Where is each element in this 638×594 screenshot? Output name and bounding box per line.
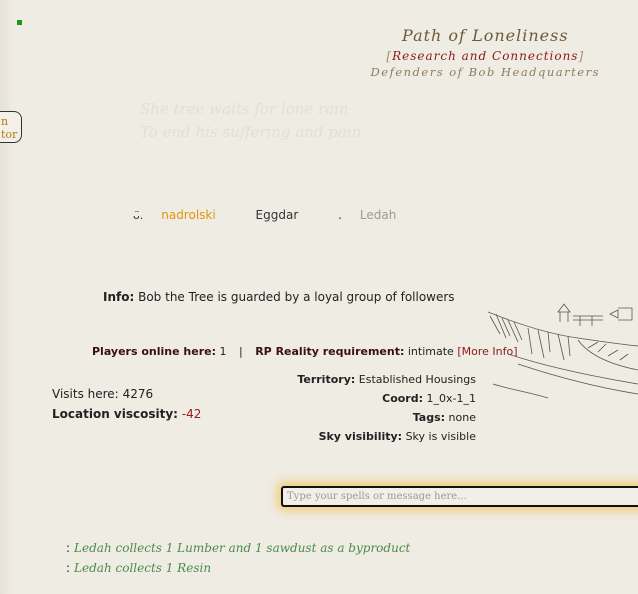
side-tab-line-2: tor bbox=[1, 128, 18, 141]
tags-row bbox=[297, 408, 476, 427]
coord-label: Coord: bbox=[382, 392, 424, 405]
log-entry bbox=[66, 538, 410, 558]
more-info-link[interactable]: [More Info] bbox=[457, 345, 518, 358]
occupant-name: nadrolski bbox=[161, 208, 216, 222]
occupant-ledah[interactable] bbox=[338, 208, 414, 222]
occupant-nadrolski[interactable] bbox=[133, 208, 234, 222]
subtitle-open-bracket: [ bbox=[386, 49, 393, 63]
territory-label: Territory: bbox=[297, 373, 356, 386]
location-info bbox=[103, 290, 455, 304]
sky-value: Sky is visible bbox=[405, 430, 476, 443]
location-header bbox=[371, 26, 600, 79]
rp-requirement-value: intimate bbox=[407, 345, 454, 358]
rp-requirement-label: RP Reality requirement: bbox=[255, 345, 405, 358]
subtitle-close-bracket: ] bbox=[578, 49, 585, 63]
event-log bbox=[66, 538, 410, 578]
landscape-sketch-image bbox=[488, 294, 638, 404]
location-organization: Defenders of Bob Headquarters bbox=[370, 65, 600, 79]
tags-label: Tags: bbox=[412, 411, 446, 424]
viscosity-label: Location viscosity: bbox=[52, 407, 178, 421]
occupant-status-mark: ᴗ̈. bbox=[133, 209, 144, 222]
location-subtitle-text: Research and Connections bbox=[392, 49, 579, 63]
territory-row bbox=[297, 370, 476, 389]
viscosity-row bbox=[52, 404, 201, 424]
faded-line-2: To end his suffering and pain bbox=[140, 123, 362, 141]
log-entry-prefix: : bbox=[66, 541, 71, 555]
sky-row bbox=[297, 427, 476, 446]
page-left-edge bbox=[0, 0, 14, 594]
faded-line-1: She tree waits for lone rain bbox=[140, 100, 349, 118]
log-entry-prefix: : bbox=[66, 561, 71, 575]
viscosity-value: -42 bbox=[181, 407, 202, 421]
location-stats-left bbox=[52, 384, 201, 424]
players-online-count: 1 bbox=[219, 345, 227, 358]
occupant-name: Eggdar bbox=[255, 208, 299, 222]
occupant-status-mark: . bbox=[338, 208, 342, 222]
info-text: Bob the Tree is guarded by a loyal group of followers bbox=[138, 290, 455, 304]
occupant-list bbox=[133, 208, 432, 222]
status-indicator-dot bbox=[17, 20, 22, 25]
visits-value: 4276 bbox=[122, 387, 154, 401]
log-entry bbox=[66, 558, 410, 578]
territory-value: Established Housings bbox=[358, 373, 476, 386]
separator: | bbox=[238, 345, 243, 358]
coord-row bbox=[297, 389, 476, 408]
occupant-name: Ledah bbox=[359, 208, 397, 222]
log-entry-text: Ledah collects 1 Lumber and 1 sawdust as a byproduct bbox=[74, 541, 411, 555]
location-title: Path of Loneliness bbox=[402, 26, 569, 45]
location-stats-right bbox=[297, 370, 476, 446]
visits-row bbox=[52, 384, 201, 404]
sky-label: Sky visibility: bbox=[318, 430, 403, 443]
side-panel-tab[interactable] bbox=[0, 111, 22, 143]
info-label: Info: bbox=[103, 290, 135, 304]
occupant-eggdar[interactable] bbox=[256, 208, 317, 222]
side-tab-line-1: n bbox=[1, 115, 9, 128]
tags-value: none bbox=[448, 411, 476, 424]
coord-value: 1_0x-1_1 bbox=[426, 392, 476, 405]
players-online-label: Players online here: bbox=[92, 345, 216, 358]
online-status-line bbox=[92, 345, 517, 358]
log-entry-text: Ledah collects 1 Resin bbox=[74, 561, 212, 575]
message-input[interactable] bbox=[281, 486, 638, 507]
location-subtitle bbox=[371, 49, 600, 63]
faded-description bbox=[140, 98, 361, 144]
visits-label: Visits here: bbox=[52, 387, 119, 401]
